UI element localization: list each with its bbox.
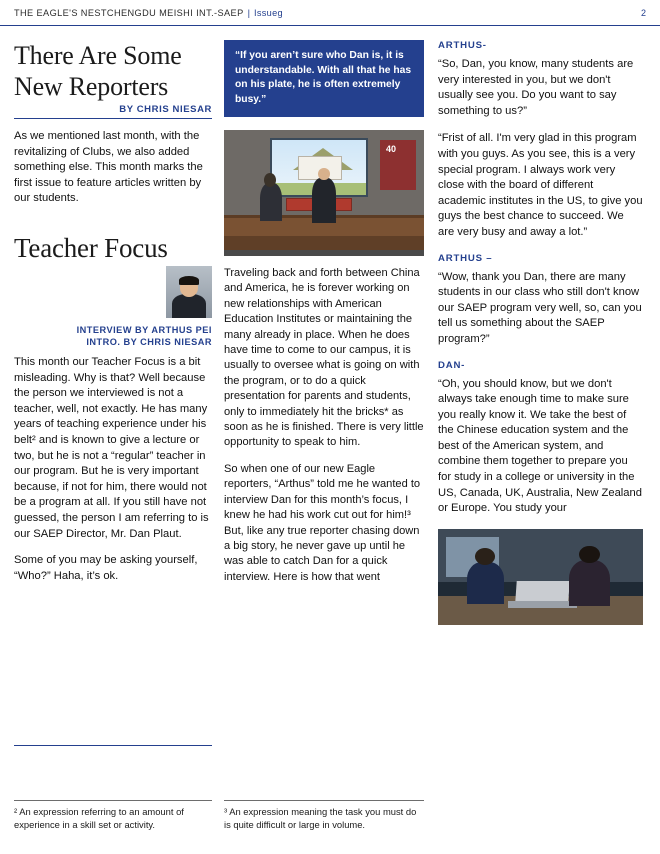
pull-quote: “If you aren’t sure who Dan is, it is understandable. With all that he has on his plate, he is often extremely busy.”: [224, 40, 424, 117]
interview-credit-line2: INTRO. BY CHRIS NIESAR: [86, 336, 212, 347]
speaker-arthus-1: ARTHUS-: [438, 40, 487, 51]
speaker-dan: DAN-: [438, 359, 466, 371]
footnote-rule-middle: [224, 800, 424, 801]
right-column: [438, 40, 643, 635]
page-number: 2: [640, 7, 646, 18]
middle-column: [224, 40, 424, 596]
masthead-separator: |: [247, 7, 251, 18]
masthead-title: THE EAGLE'S NESTCHENGDU MEISHI INT.-SAEP: [14, 7, 244, 18]
teacher-headshot-photo: [166, 266, 212, 318]
teacher-focus-paragraph-1: This month our Teacher Focus is a bit misleading. Why is that? Well because the person we interviewed is not a teacher, well, not exactly. He has many years of teaching experience under his belt² and is known to give a lecture or two, but he is not a “regular” teacher in our program. But he is very important because, if not for him, there would not be a program at all. If you still have not guessed, the person I am referring to is our SAEP Director, Mr. Dan Plaut.: [14, 355, 209, 540]
quote-dan-1: “Frist of all. I'm very glad in this program with you guys. As you see, this is a very special program. I always work very close with the board of different academic institutes in the US, to give you guys the best chance to succeed. We are very busy and away a lot.”: [438, 132, 643, 238]
quote-dan-2: “Oh, you should know, but we don't always take enough time to make sure you really know it. We take the best of the Chinese education system and the best of the American system, and combine them together to prepare you for study in a college or university in the US, Canada, UK, Australia, New Zealand or Europe. You study your: [438, 377, 642, 515]
left-column-divider: [14, 745, 212, 746]
teacher-focus-paragraph-2: Some of you may be asking yourself, “Who?” Haha, it’s ok.: [14, 554, 198, 582]
classroom-presentation-photo: [224, 130, 424, 256]
masthead: [0, 0, 660, 26]
middle-paragraph-1: Traveling back and forth between China and America, he is forever working on new relationships with American Education Institutes or maintaining the many already in place. When he does have time to come to our campus, it is usually to oversee what is going on with the program, or to do a quick presentation for parents and students, only to immediately hit the bricks* as soon as he is finished. There is very little opportunity to speak to him.: [224, 267, 424, 449]
masthead-issue: Issueg: [254, 7, 283, 18]
intro-paragraph: As we mentioned last month, with the revitalizing of Clubs, we also added something else. This month marks the first issue to feature articles written by our students.: [14, 130, 203, 205]
footnote-left: ² An expression referring to an amount of experience in a skill set or activity.: [14, 806, 184, 830]
quote-arthus-2: “Wow, thank you Dan, there are many students in our class who still don't know our SAEP program very well, so, can you tell us something about the SAEP program?”: [438, 270, 642, 345]
screen-label: 40: [386, 144, 397, 155]
quote-arthus-1: “So, Dan, you know, many students are very interested in you, but we don't usually see you. Do you want to say something to us?”: [438, 58, 634, 117]
footnote-middle: ³ An expression meaning the task you must do is quite difficult or large in volume.: [224, 806, 417, 830]
students-with-laptop-photo: [438, 529, 643, 625]
middle-paragraph-2: So when one of our new Eagle reporters, “Arthus” told me he wanted to interview Dan for this month’s focus, I knew he had his work cut out for him!³ But, like any true reporter chasing down a big story, he never gave up until he was able to catch Dan for a quick interview. Here is how that went: [224, 462, 421, 583]
headline-new-reporters: There Are Some New Reporters: [14, 41, 182, 101]
speaker-arthus-2: ARTHUS –: [438, 252, 493, 264]
footnote-rule-left: [14, 800, 212, 801]
interview-credit-line1: INTERVIEW BY ARTHUS PEI: [76, 324, 212, 335]
interview-credit: [14, 324, 212, 348]
left-column: [14, 40, 212, 595]
byline-chris-niesar: BY CHRIS NIESAR: [14, 104, 212, 119]
headline-teacher-focus: Teacher Focus: [14, 232, 168, 263]
